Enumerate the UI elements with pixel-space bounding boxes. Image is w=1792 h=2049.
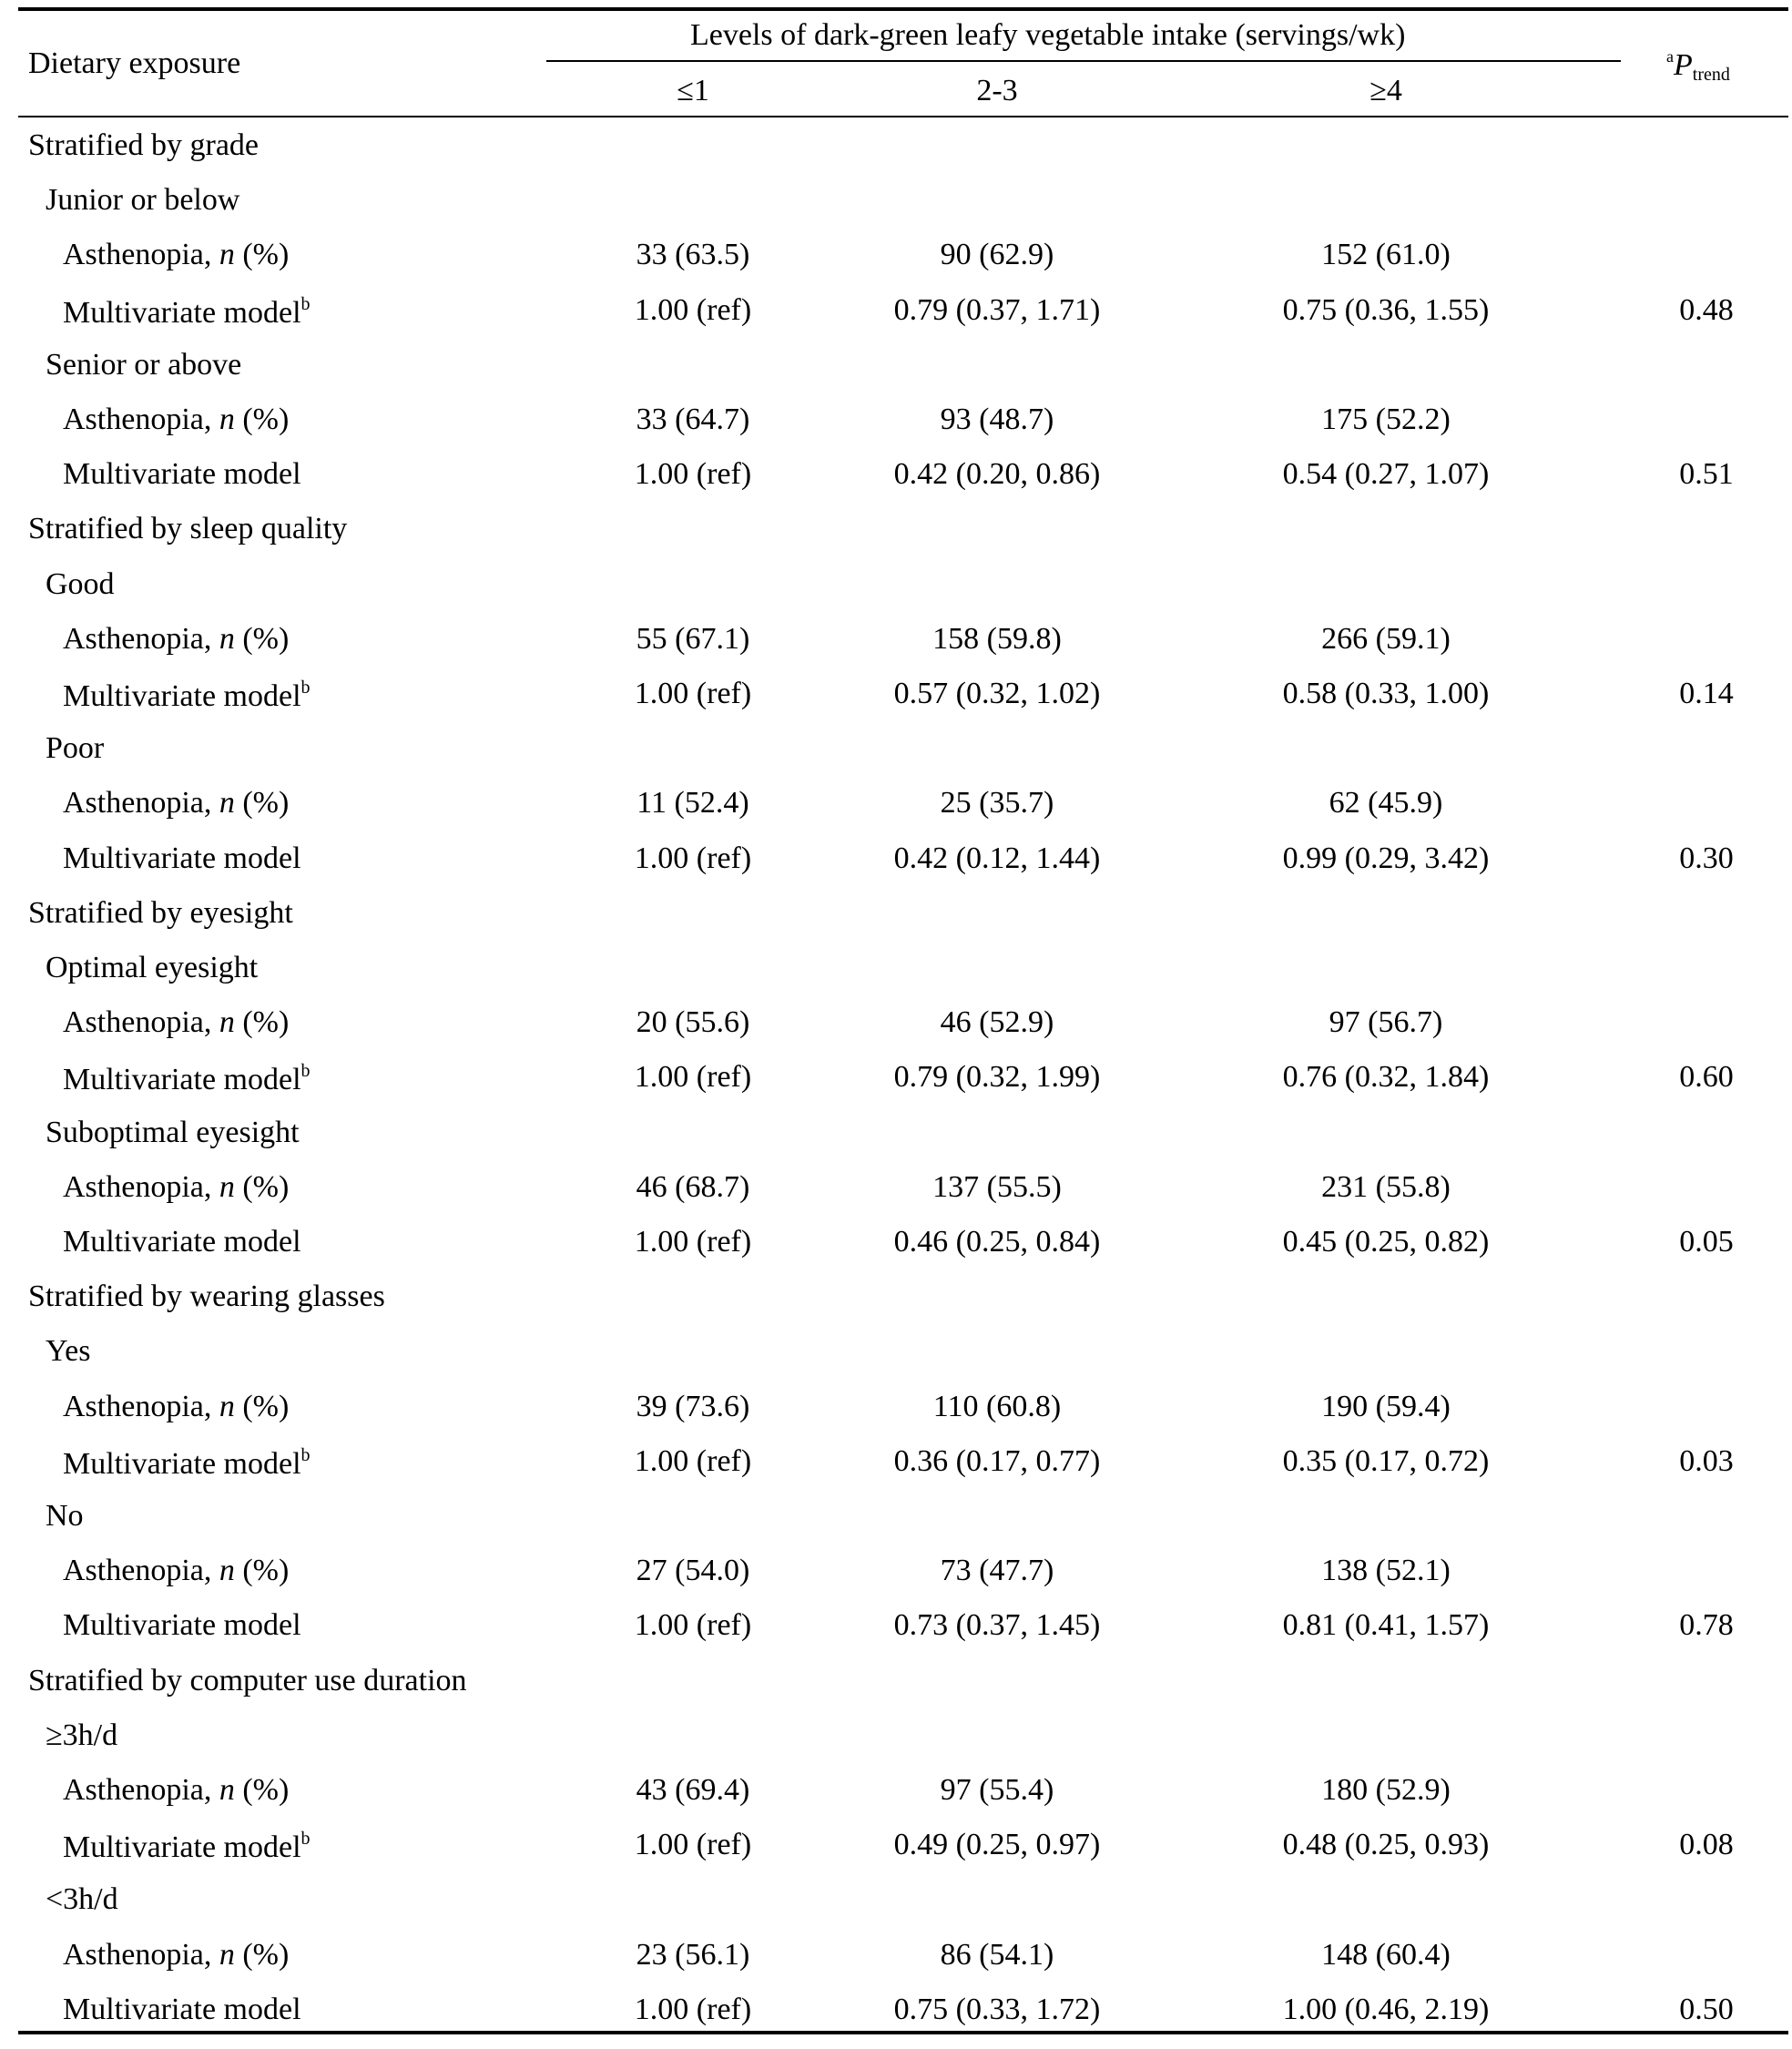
cell-ge4: 0.81 (0.41, 1.57) [1282,1608,1490,1643]
row-label [46,1117,300,1148]
row-label-text: No [46,1499,84,1533]
cell-ge4: 0.54 (0.27, 1.07) [1282,457,1490,492]
cell-le1: 1.00 (ref) [634,1828,752,1862]
row-label [46,185,239,216]
row-label [63,1937,290,1972]
row-label [63,1169,290,1204]
row-label-text: Multivariate model [63,1992,301,2026]
row-label [63,621,290,656]
row-label-suffix: (%) [234,238,290,272]
row-label [28,514,347,545]
cell-le1: 1.00 (ref) [634,1608,752,1643]
row-label [46,733,104,764]
row-label [63,1555,289,1586]
cell-le1: 1.00 (ref) [634,677,752,710]
cell-p-trend: 0.78 [1679,1608,1734,1643]
p-trend-symbol: P [1674,48,1693,82]
stratum-heading-row [0,1663,1792,1720]
row-label-text: Stratified by computer use duration [28,1663,467,1697]
table-row [0,1830,1792,1884]
row-label-suffix: (%) [234,786,290,821]
subgroup-row [0,1117,1792,1172]
cell-p-trend: 0.48 [1679,292,1734,327]
cell-le1: 1.00 (ref) [634,1225,752,1259]
cell-ge4: 231 (55.8) [1321,1169,1451,1204]
row-label-text: Stratified by eyesight [28,895,293,930]
cell-le1: 23 (56.1) [636,1937,750,1972]
cell-p-trend: 0.05 [1679,1225,1734,1259]
table-row [0,1007,1792,1062]
table-row [0,1994,1792,2049]
cell-le1: 1.00 (ref) [634,1443,752,1478]
row-label [46,347,242,382]
table-bottom-rule [18,2031,1788,2034]
row-label [63,1830,311,1863]
row-label-suffix: (%) [234,1005,290,1040]
table-row [0,843,1792,898]
row-label-footnote: b [300,678,311,698]
cell-le1: 33 (63.5) [636,238,750,272]
cell-2-3: 0.49 (0.25, 0.97) [893,1828,1101,1862]
cell-ge4: 0.58 (0.33, 1.00) [1282,677,1490,710]
row-label [28,1663,467,1697]
cell-ge4: 0.75 (0.36, 1.55) [1282,292,1490,327]
cell-le1: 11 (52.4) [636,786,749,821]
row-label-text: Suboptimal eyesight [46,1115,300,1149]
row-label-text: Yes [46,1334,91,1369]
row-label-prefix: Asthenopia, [63,1937,219,1972]
cell-p-trend: 0.30 [1679,841,1734,875]
row-label [63,1007,289,1038]
cell-2-3: 0.75 (0.33, 1.72) [893,1992,1101,2026]
row-label-text: Junior or below [46,183,240,218]
cell-ge4: 152 (61.0) [1321,238,1451,272]
row-label-italic: n [219,1005,235,1040]
cell-2-3: 73 (47.7) [940,1554,1054,1588]
subgroup-row [0,733,1792,788]
row-label [63,1391,289,1422]
row-label [63,1446,311,1480]
cell-ge4: 62 (45.9) [1329,786,1443,821]
row-label-italic: n [219,1169,235,1204]
row-label-text: Multivariate model [63,679,301,713]
header-levels-title: Levels of dark-green leafy vegetable intake (servings/wk) [690,18,1406,52]
row-label [46,1336,90,1367]
row-label [63,1775,289,1806]
row-label-text: Stratified by sleep quality [28,512,348,546]
row-label [63,404,289,435]
cell-le1: 33 (64.7) [636,403,750,436]
table-top-rule [18,7,1788,11]
row-label-text: Multivariate model [63,1830,301,1865]
cell-ge4: 138 (52.1) [1321,1554,1451,1588]
row-label [28,895,293,930]
subgroup-row [0,1720,1792,1775]
cell-le1: 27 (54.0) [636,1554,750,1588]
stratum-heading-row [0,1281,1792,1336]
cell-ge4: 180 (52.9) [1321,1773,1451,1807]
row-label-italic: n [219,1937,235,1972]
cell-2-3: 0.79 (0.37, 1.71) [893,292,1101,327]
row-label-footnote: b [300,1061,311,1082]
table-row [0,1391,1792,1446]
row-label-footnote: b [300,1829,311,1850]
cell-le1: 1.00 (ref) [634,1992,752,2026]
stratum-heading-row [0,130,1792,185]
row-label-text: ≥3h/d [46,1718,118,1752]
cell-2-3: 158 (59.8) [932,621,1062,656]
row-label [46,953,258,984]
row-label-italic: n [219,1554,235,1588]
row-label-suffix: (%) [234,621,290,656]
table-row [0,1775,1792,1830]
cell-ge4: 0.76 (0.32, 1.84) [1282,1060,1490,1095]
cell-2-3: 0.79 (0.32, 1.99) [893,1060,1101,1095]
row-label [63,1062,311,1096]
cell-2-3: 46 (52.9) [940,1005,1054,1040]
row-label-text: Poor [46,731,105,766]
row-label-text: Multivariate model [63,841,301,875]
cell-2-3: 90 (62.9) [940,238,1054,272]
row-label-prefix: Asthenopia, [63,1773,219,1807]
row-label [63,459,301,490]
cell-2-3: 0.57 (0.32, 1.02) [893,677,1101,710]
row-label [63,788,289,819]
row-label [63,1610,301,1641]
row-label-text: Senior or above [46,347,242,382]
row-label-text: <3h/d [46,1882,118,1917]
row-label-suffix: (%) [234,1389,290,1423]
cell-2-3: 110 (60.8) [932,1389,1062,1423]
table-row [0,1610,1792,1665]
row-label-prefix: Asthenopia, [63,1005,219,1040]
p-trend-subscript: trend [1692,65,1730,85]
cell-le1: 1.00 (ref) [634,841,752,875]
subgroup-row [0,347,1792,404]
table-row [0,1937,1792,1994]
row-label-text: Optimal eyesight [46,951,259,984]
row-label [46,1884,118,1915]
cell-le1: 1.00 (ref) [634,457,752,492]
p-trend-superscript: a [1666,47,1674,66]
cell-ge4: 0.48 (0.25, 0.93) [1282,1828,1490,1862]
table-row [0,1555,1792,1610]
row-label-text: Stratified by grade [28,128,260,162]
row-label-suffix: (%) [234,1773,290,1807]
row-label-suffix: (%) [234,1169,290,1204]
row-label-prefix: Asthenopia, [63,1389,219,1423]
header-span-rule [546,60,1621,62]
table-row [0,240,1792,294]
cell-ge4: 266 (59.1) [1321,621,1451,656]
header-col-2-3: 2-3 [976,74,1018,107]
cell-ge4: 0.35 (0.17, 0.72) [1282,1443,1490,1478]
row-label [63,1227,301,1258]
cell-le1: 43 (69.4) [636,1773,750,1807]
subgroup-row [0,185,1792,240]
stratum-heading-row [0,895,1792,953]
row-label-text: Good [46,566,115,601]
table-row [0,292,1792,350]
row-label-prefix: Asthenopia, [63,238,219,272]
row-label [63,1994,301,2025]
row-label-text: Multivariate model [63,1446,301,1481]
row-label [46,566,115,601]
header-bottom-rule [18,116,1788,117]
row-label-prefix: Asthenopia, [63,1554,219,1588]
cell-2-3: 0.36 (0.17, 0.77) [893,1443,1101,1478]
cell-2-3: 0.42 (0.12, 1.44) [893,841,1101,875]
table-row [0,1227,1792,1281]
row-label [63,240,289,270]
row-label-text: Multivariate model [63,1063,301,1097]
cell-ge4: 175 (52.2) [1321,403,1451,436]
cell-le1: 39 (73.6) [636,1389,750,1423]
row-label-italic: n [219,786,235,821]
row-label-prefix: Asthenopia, [63,786,219,821]
row-label-prefix: Asthenopia, [63,621,219,656]
subgroup-row [0,1884,1792,1939]
row-label-italic: n [219,238,235,272]
row-label [63,843,301,874]
stratum-heading-row [0,514,1792,568]
row-label-italic: n [219,1773,235,1807]
subgroup-row [0,1501,1792,1555]
cell-ge4: 1.00 (0.46, 2.19) [1282,1992,1490,2026]
cell-le1: 1.00 (ref) [634,1060,752,1095]
row-label-italic: n [219,403,235,436]
cell-p-trend: 0.60 [1679,1060,1734,1095]
cell-2-3: 0.46 (0.25, 0.84) [893,1225,1101,1259]
row-label-footnote: b [300,1444,311,1465]
cell-ge4: 0.45 (0.25, 0.82) [1282,1225,1490,1259]
cell-p-trend: 0.03 [1679,1443,1734,1478]
table-row [0,1169,1792,1227]
cell-2-3: 0.73 (0.37, 1.45) [893,1608,1101,1643]
table-row [0,678,1792,733]
row-label [28,130,259,161]
row-label-text: Multivariate model [63,1608,301,1643]
cell-2-3: 25 (35.7) [940,786,1054,821]
row-label-footnote: b [300,293,311,314]
row-label-italic: n [219,1389,235,1423]
table-row [0,1062,1792,1116]
row-label [46,1501,84,1532]
cell-2-3: 137 (55.5) [932,1169,1062,1204]
cell-p-trend: 0.14 [1679,677,1734,710]
cell-2-3: 93 (48.7) [940,403,1054,436]
row-label [63,295,311,329]
row-label-suffix: (%) [234,403,290,436]
cell-le1: 20 (55.6) [636,1005,750,1040]
table-row [0,788,1792,842]
row-label-prefix: Asthenopia, [63,403,219,436]
row-label-italic: n [219,621,235,656]
cell-p-trend: 0.50 [1679,1992,1734,2026]
cell-ge4: 0.99 (0.29, 3.42) [1282,841,1490,875]
cell-ge4: 190 (59.4) [1321,1389,1451,1423]
cell-2-3: 0.42 (0.20, 0.86) [893,457,1101,492]
row-label-prefix: Asthenopia, [63,1169,219,1204]
header-col-le1: ≤1 [677,74,709,107]
table-row [0,1443,1792,1501]
subgroup-row [0,566,1792,624]
row-label [28,1281,385,1312]
cell-le1: 55 (67.1) [636,621,750,656]
subgroup-row [0,1336,1792,1391]
cell-ge4: 97 (56.7) [1329,1005,1443,1040]
cell-le1: 46 (68.7) [636,1169,750,1204]
row-label-suffix: (%) [234,1554,290,1588]
row-label-suffix: (%) [234,1937,290,1972]
row-label-text: Multivariate model [63,1225,301,1259]
header-col-ge4: ≥4 [1369,74,1402,107]
row-label-text: Multivariate model [63,457,301,492]
table-row [0,621,1792,678]
cell-p-trend: 0.08 [1679,1828,1734,1862]
row-label-text: Multivariate model [63,295,301,330]
table-row [0,459,1792,514]
row-label-text: Stratified by wearing glasses [28,1279,385,1314]
row-label [46,1720,117,1751]
cell-2-3: 97 (55.4) [940,1773,1054,1807]
header-dietary-exposure: Dietary exposure [28,46,241,80]
row-label [63,678,311,712]
cell-p-trend: 0.51 [1679,457,1734,492]
table-row [0,404,1792,459]
subgroup-row [0,953,1792,1007]
cell-ge4: 148 (60.4) [1321,1937,1451,1972]
header-p-trend [1666,48,1730,84]
cell-le1: 1.00 (ref) [634,292,752,327]
cell-2-3: 86 (54.1) [940,1937,1054,1972]
